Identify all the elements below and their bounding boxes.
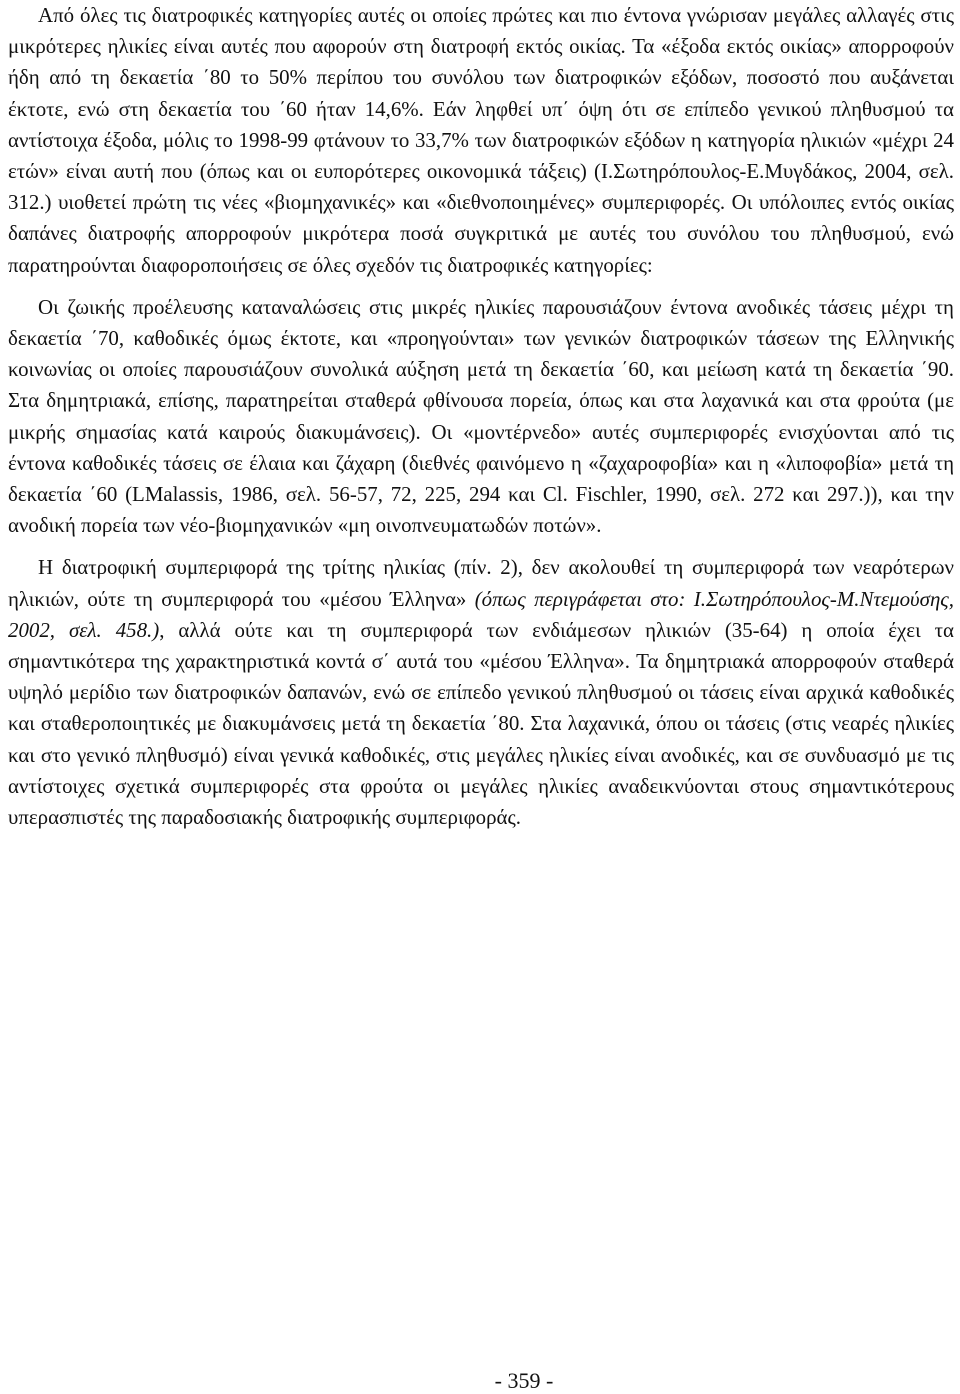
paragraph-3-text-start: Η διατροφική συμπεριφορά της τρίτης ηλικίας (πίν. 2), δεν ακολουθεί τη συμπεριφορά των νεαρότερων ηλικιών, ούτε τη συμπεριφορά του «μέσου Έλληνα» <box>8 555 954 611</box>
paragraph-2: Οι ζωικής προέλευσης καταναλώσεις στις μικρές ηλικίες παρουσιάζουν έντονα ανοδικές τάσεις μέχρι τη δεκαετία ΄70, καθοδικές όμως έκτοτε, και «προηγούνται» των γενικών διατροφικών τάσεων της Ελληνικής κοινωνίας οι οποίες παρουσιάζουν συνολικά αύξηση μετά τη δεκαετία ΄60, και μείωση κατά τη δεκαετία ΄90. Στα δημητριακά, επίσης, παρατηρείται σταθερά φθίνουσα πορεία, όπως και στα λαχανικά και στα φρούτα (με μικρής σημασίας κατά καιρούς διακυμάνσεις). Οι «μοντέρνεδο» αυτές συμπεριφορές ενισχύονται από τις έντονα καθοδικές τάσεις σε έλαια και ζάχαρη (διεθνές φαινόμενο η «ζαχαροφοβία» και η «λιποφοβία» μετά τη δεκαετία ΄60 (LMalassis, 1986, σελ. 56-57, 72, 225, 294 και Cl. Fischler, 1990, σελ. 272 και 297.)), και την ανοδική πορεία των νέο-βιομηχανικών «μη οινοπνευματωδών ποτών». <box>8 294 954 538</box>
paragraph-3-text-end: , αλλά ούτε και τη συμπεριφορά των ενδιάμεσων ηλικιών (35-64) η οποία έχει τα σημαντικότερα της χαρακτηριστικά κοντά σ΄ αυτά του «μέσου Έλληνα». Τα δημητριακά απορροφούν σταθερά υψηλό μερίδιο των διατροφικών δαπανών, ενώ σε επίπεδο γενικού πληθυσμού οι τάσεις είναι αρχικά καθοδικές και σταθεροποιητικές με διακυμάνσεις μετά τη δεκαετία ΄80. Στα λαχανικά, όπου οι τάσεις (στις νεαρές ηλικίες και στο γενικό πληθυσμό) είναι γενικά καθοδικές, στις μεγάλες ηλικίες είναι ανοδικές, και σε συνδυασμό με τις αντίστοιχες σχετικά συμπεριφορές στα φρούτα οι μεγάλες ηλικίες αναδεικνύονται στους σημαντικότερους υπερασπιστές της παραδοσιακής διατροφικής συμπεριφοράς. <box>8 617 954 830</box>
paragraph-3-citation: (όπως περιγράφεται στο: Ι.Σωτηρόπουλος-Μ.Ντεμούσης, 2002, σελ. 458.) <box>8 586 955 642</box>
page-number: - 359 - <box>494 1368 554 1393</box>
paragraph-3 <box>8 552 954 833</box>
document-page <box>8 0 954 833</box>
paragraph-1: Από όλες τις διατροφικές κατηγορίες αυτές οι οποίες πρώτες και πιο έντονα γνώρισαν μεγάλες αλλαγές στις μικρότερες ηλικίες είναι αυτές που αφορούν στη διατροφή εκτός οικίας. Τα «έξοδα εκτός οικίας» απορροφούν ήδη από τη δεκαετία ΄80 το 50% περίπου του συνόλου των διατροφικών εξόδων, ποσοστό που αυξάνεται έκτοτε, ενώ στη δεκαετία του ΄60 ήταν 14,6%. Εάν ληφθεί υπ΄ όψη ότι σε επίπεδο γενικού πληθυσμού τα αντίστοιχα έξοδα, μόλις το 1998-99 φτάνουν το 33,7% των διατροφικών εξόδων η κατηγορία ηλικιών «μέχρι 24 ετών» είναι αυτή που (όπως και οι ευπορότερες οικονομικά τάξεις) (Ι.Σωτηρόπουλος-Ε.Μυγδάκος, 2004, σελ. 312.) υιοθετεί πρώτη τις νέες «βιομηχανικές» και «διεθνοποιημένες» συμπεριφορές. Οι υπόλοιπες εντός οικίας δαπάνες διατροφής απορροφούν μικρότερα ποσά συγκριτικά με αυτές του συνόλου του πληθυσμού, ενώ παρατηρούνται διαφοροποιήσεις σε όλες σχεδόν τις διατροφικές κατηγορίες: <box>8 3 954 277</box>
